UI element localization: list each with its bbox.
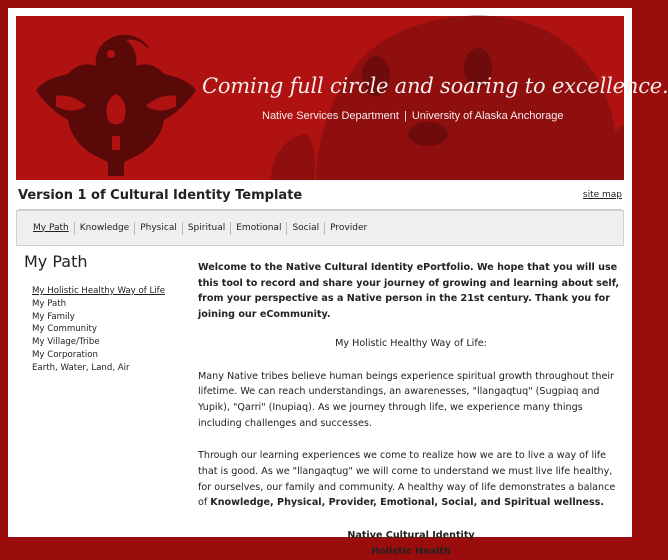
page <box>8 8 668 557</box>
paragraph-learning-text: Through our learning experiences we come to realize how we are to live a way of life that is good. As we "llangaqtug" we will come to understand we must live life healthy, for ourselves, our family and community. A healthy way of life demonstrates a balance of <box>198 450 616 509</box>
sidebar-item-my-corporation[interactable]: My Corporation <box>32 349 98 360</box>
title-row <box>18 186 622 210</box>
header-banner <box>16 16 668 180</box>
main-nav <box>16 210 624 246</box>
closing-line-1: Native Cultural Identity <box>347 530 475 542</box>
sidebar-list <box>24 285 192 375</box>
welcome-text: Welcome to the Native Cultural Identity ePortfolio. We hope that you will use this tool to record and share your journey of growing and learning about self, from your perspective as a Native person in the 21st century. Thank you for joining our eCommunity. <box>198 262 619 321</box>
nav-social[interactable]: Social <box>286 222 324 235</box>
banner-subline <box>262 110 563 122</box>
nav-emotional[interactable]: Emotional <box>230 222 286 235</box>
paragraph-learning-experiences <box>198 448 624 511</box>
sidebar-item-holistic-way-of-life[interactable]: My Holistic Healthy Way of Life <box>32 286 165 296</box>
sidebar <box>24 252 192 375</box>
nav-spiritual[interactable]: Spiritual <box>182 222 230 235</box>
main-content <box>198 260 624 560</box>
sidebar-item-earth-water-land-air[interactable]: Earth, Water, Land, Air <box>32 362 130 373</box>
subline-separator: | <box>403 110 407 122</box>
nav-my-path[interactable]: My Path <box>33 222 69 233</box>
page-title: Version 1 of Cultural Identity Template <box>18 188 303 203</box>
banner-tagline: Coming full circle and soaring to excellence. <box>202 74 668 98</box>
sidebar-item-my-village-tribe[interactable]: My Village/Tribe <box>32 337 100 348</box>
site-map-link[interactable]: site map <box>582 190 622 200</box>
department-name: Native Services Department <box>262 110 399 122</box>
paragraph-learning-emphasis: Knowledge, Physical, Provider, Emotional, Social, and Spiritual wellness. <box>210 497 605 509</box>
nav-knowledge[interactable]: Knowledge <box>74 222 134 235</box>
sidebar-item-my-path[interactable]: My Path <box>32 298 67 309</box>
nav-provider[interactable]: Provider <box>324 222 372 235</box>
content-subtitle: My Holistic Healthy Way of Life: <box>335 337 487 349</box>
university-name: University of Alaska Anchorage <box>411 110 564 122</box>
sidebar-heading: My Path <box>24 252 88 271</box>
paragraph-spiritual-growth: Many Native tribes believe human beings experience spiritual growth throughout their lifetime. We can reach understandings, an awarenesses, "llangaqtuq" (Sugpiaq and Yupik), "Qarri" (Inupiaq). As we journey through life, we experience many things including challenges and successes. <box>198 370 614 429</box>
closing-line-2: Holistic Health <box>371 545 451 557</box>
sidebar-item-my-community[interactable]: My Community <box>32 324 97 335</box>
sidebar-item-my-family[interactable]: My Family <box>32 311 75 322</box>
banner-art <box>16 16 624 180</box>
nav-physical[interactable]: Physical <box>134 222 182 235</box>
